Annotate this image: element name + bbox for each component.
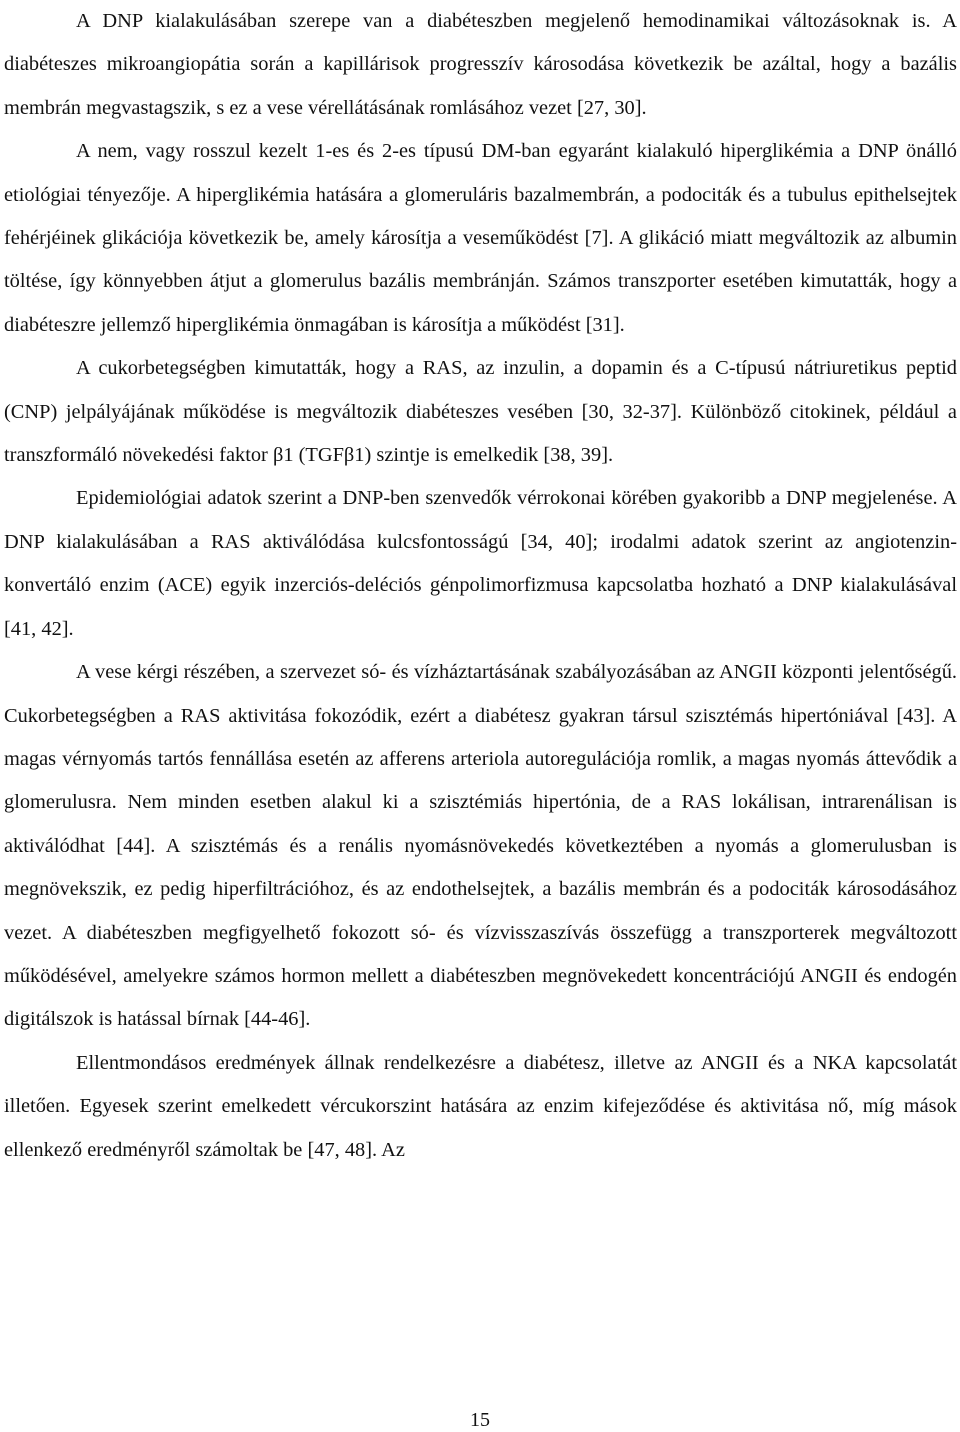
sentence: A magas vérnyomás tartós fennállása esetén az afferens arteriola autoregulációja romlik, a magas nyomás áttevődik a glomerulusra. [4,704,957,814]
sentence: Cukorbetegségben a RAS aktivitása fokozódik, ezért a diabétesz gyakran társul szisztémás hipertóniával [43]. [4,704,936,727]
sentence: Különböző citokinek, például a transzformáló növekedési faktor β1 (TGFβ1) szintje is emelkedik [38, 39]. [4,400,957,467]
sentence: A DNP kialakulásában a RAS aktiválódása kulcsfontosságú [34, 40]; irodalmi adatok szerint az angiotenzin-konvertáló enzim (ACE) egyik inzerciós-deléciós génpolimorfizmusa kapcsolatba hozható a DNP kialakulásával [41, 42]. [4,487,957,640]
paragraph-epidemiology [4,477,957,651]
sentence: A diabéteszben megfigyelhető fokozott só- és vízvisszaszívás összefügg a transzporterek megváltozott működésével, amelyekre számos hormon mellett a diabéteszben megnövekedett koncentrációjú ANGII és endogén digitálszok is hatással bírnak [44-46]. [4,921,957,1031]
paragraph-signaling-pathways [4,347,957,477]
sentence: Számos transzporter esetében kimutatták, hogy a diabéteszre jellemző hiperglikémia önmagában is károsítja a működést [31]. [4,270,957,336]
sentence: A vese kérgi részében, a szervezet só- és vízháztartásának szabályozásában az ANGII központi jelentőségű. [76,661,957,684]
document-body [4,0,957,1172]
sentence: A nem, vagy rosszul kezelt 1-es és 2-es típusú DM-ban egyaránt kialakuló hiperglikémia a DNP önálló etiológiai tényezője. [4,140,957,206]
sentence: A DNP kialakulásában szerepe van a diabéteszben megjelenő hemodinamikai változásoknak is. [76,10,931,32]
sentence: A cukorbetegségben kimutatták, hogy a RAS, az inzulin, a dopamin és a C-típusú nátriuretikus peptid (CNP) jelpályájának működése is megváltozik diabéteszes vesében [30, 32-37]. [4,357,957,423]
sentence: A diabéteszes mikroangiopátia során a kapillárisok progresszív károsodása következik be azáltal, hogy a bazális membrán megvastagszik, s ez a vese vérellátásának romlásához vezet [27, 30]. [4,10,957,119]
sentence: Ellentmondásos eredmények állnak rendelkezésre a diabétesz, illetve az ANGII és a NKA kapcsolatát illetően. [4,1051,957,1118]
sentence: Az [381,1138,405,1161]
sentence: Egyesek szerint emelkedett vércukorszint hatására az enzim kifejeződése és aktivitása nő, míg mások ellenkező eredményről számoltak be [47, 48]. [4,1095,957,1161]
sentence: Epidemiológiai adatok szerint a DNP-ben szenvedők vérrokonai körében gyakoribb a DNP megjelenése. [76,487,938,510]
paragraph-dnp-hemodynamics [4,0,957,130]
sentence: A szisztémás és a renális nyomásnövekedés következtében a nyomás a glomerulusban is megnövekszik, ez pedig hiperfiltrációhoz, és az endothelsejtek, a bazális membrán és a podociták károsodásához vezet. [4,834,957,944]
paragraph-hyperglycemia [4,130,957,347]
paragraph-nka-relationship [4,1042,957,1172]
sentence: A glikáció miatt megváltozik az albumin töltése, így könnyebben átjut a glomerulus bazális membránján. [4,227,957,293]
paragraph-angii-regulation [4,651,957,1042]
sentence: Nem minden esetben alakul ki a szisztémiás hipertónia, de a RAS lokálisan, intrarenálisan is aktiválódhat [44]. [4,791,957,857]
sentence: A hiperglikémia hatására a glomeruláris bazalmembrán, a podociták és a tubulus epithelsejtek fehérjéinek glikációja következik be, amely károsítja a veseműködést [7]. [4,183,957,250]
page-number: 15 [470,1409,490,1431]
